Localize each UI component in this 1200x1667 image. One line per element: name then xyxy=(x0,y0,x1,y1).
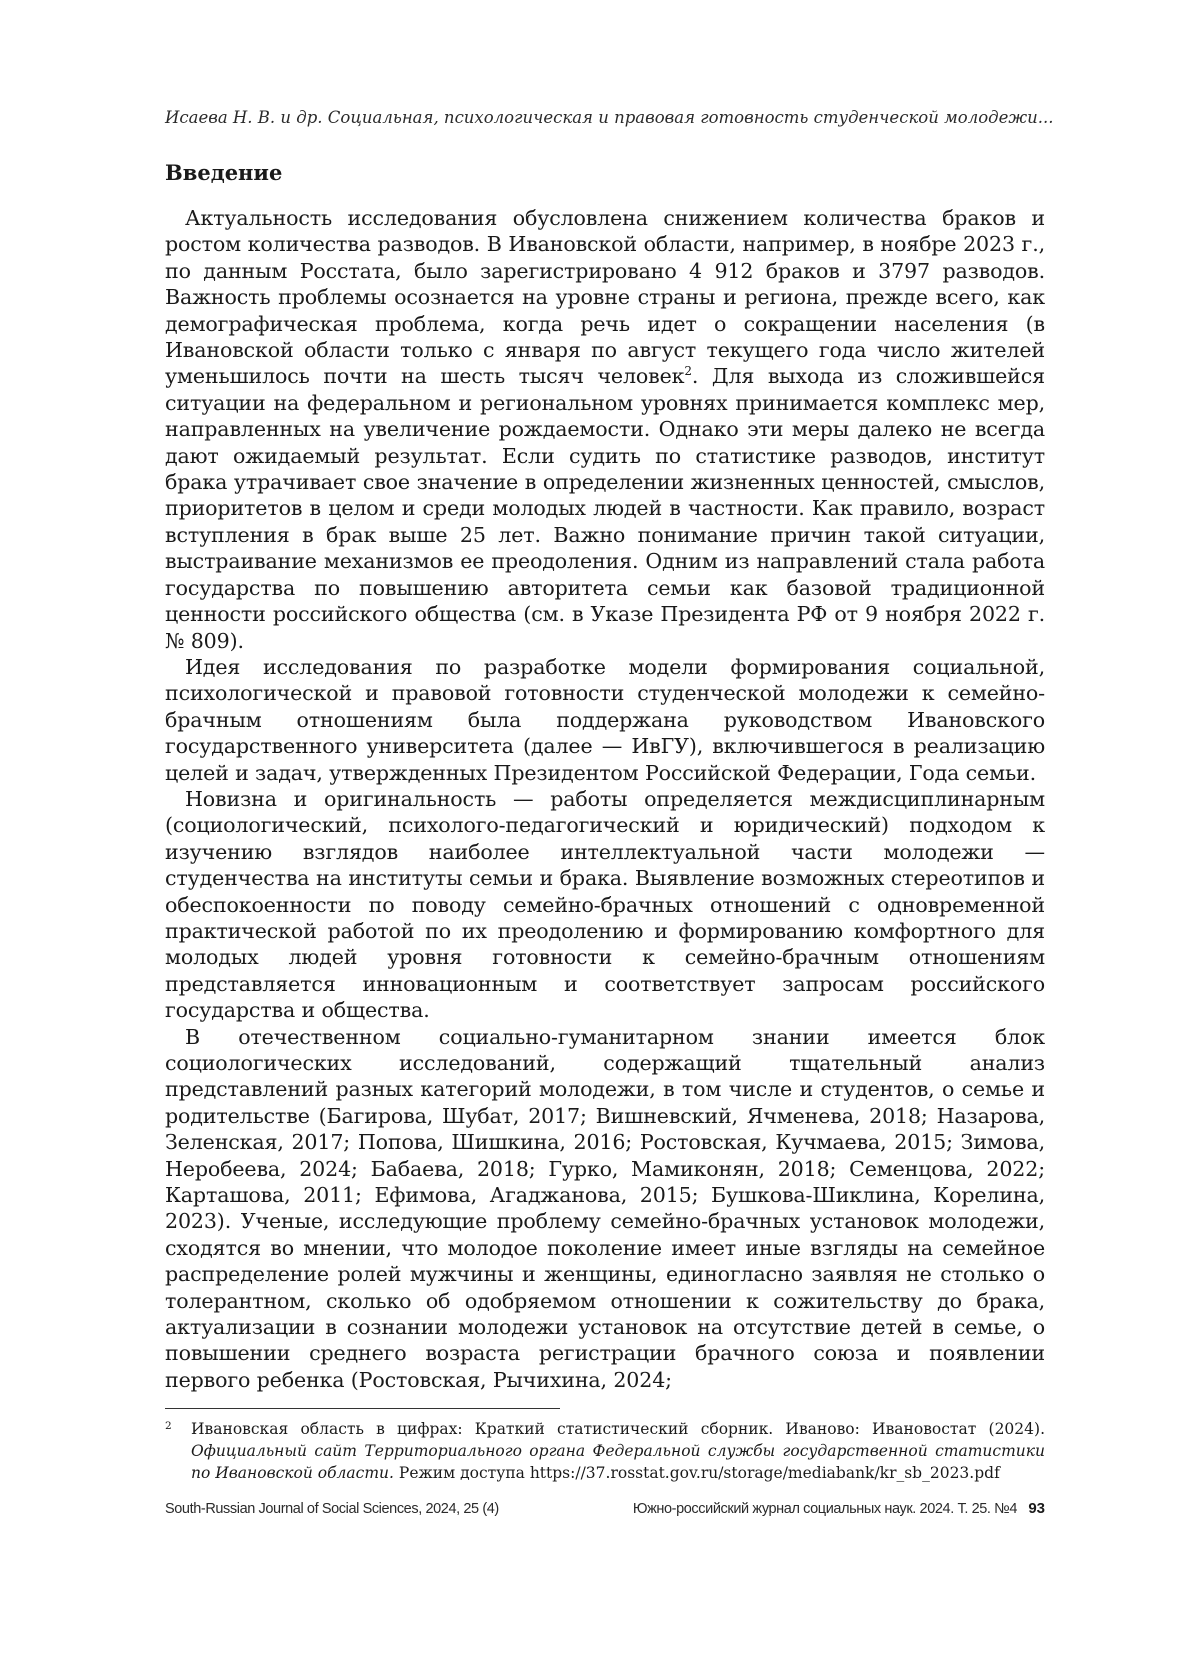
paragraph-1-text-a: Актуальность исследования обусловлена снижением количества браков и ростом количества разводов. В Ивановской области, например, в ноябре 2023 г., по данным Росстата, было зарегистрировано 4 912 браков и 3797 разводов. Важность проблемы осознается на уровне страны и региона, прежде всего, как демографическая проблема, когда речь идет о сокращении населения (в Ивановской области только с января по август текущего года число жителей уменьшилось почти на шесть тысяч человек xyxy=(165,206,1045,389)
footnote xyxy=(165,1418,1045,1484)
body-text xyxy=(165,205,1045,1393)
page-number: 93 xyxy=(1028,1500,1045,1517)
footnote-link[interactable]: Режим доступа https://37.rosstat.gov.ru/storage/mediabank/kr_sb_2023.pdf xyxy=(398,1464,1000,1482)
footer-journal-en: South-Russian Journal of Social Sciences, 2024, 25 (4) xyxy=(165,1501,499,1517)
footnote-text xyxy=(191,1418,1045,1484)
footnote-number: 2 xyxy=(165,1420,172,1432)
footnote-text-italic: Официальный сайт Территориального органа Федеральной службы государственной статистики по Ивановской области. xyxy=(191,1442,1045,1482)
running-head: Исаева Н. В. и др. Социальная, психологическая и правовая готовность студенческой молодежи... xyxy=(165,108,1054,127)
section-heading: Введение xyxy=(165,160,283,185)
footnote-ref[interactable]: 2 xyxy=(684,364,692,379)
paragraph-1 xyxy=(165,205,1045,654)
paragraph-3: Новизна и оригинальность — работы определяется междисциплинарным (социологический, психолого-педагогический и юридический) подходом к изучению взглядов наиболее интеллектуальной части молодежи — студенчества на институты семьи и брака. Выявление возможных стереотипов и обеспокоенности по поводу семейно-брачных отношений с одновременной практической работой по их преодолению и формированию комфортного для молодых людей уровня готовности к семейно-брачным отношениям представляется инновационным и соответствует запросам российского государства и общества. xyxy=(165,786,1045,1023)
footer-journal-ru: Южно-российский журнал социальных наук. 2024. Т. 25. №4 xyxy=(632,1501,1017,1517)
footnote-text-plain: Ивановская область в цифрах: Краткий статистический сборник. Иваново: Ивановостат (2024). xyxy=(191,1420,1045,1438)
paragraph-1-text-b: . Для выхода из сложившейся ситуации на федеральном и региональном уровнях принимается комплекс мер, направленных на увеличение рождаемости. Однако эти меры далеко не всегда дают ожидаемый результат. Если судить по статистике разводов, институт брака утрачивает свое значение в определении жизненных ценностей, смыслов, приоритетов в целом и среди молодых людей в частности. Как правило, возраст вступления в брак выше 25 лет. Важно понимание причин такой ситуации, выстраивание механизмов ее преодоления. Одним из направлений стала работа государства по повышению авторитета семьи как базовой традиционной ценности российского общества (см. в Указе Президента РФ от 9 ноября 2022 г. № 809). xyxy=(165,364,1045,653)
footnote-divider xyxy=(165,1408,560,1409)
paragraph-4: В отечественном социально-гуманитарном знании имеется блок социологических исследований, содержащий тщательный анализ представлений разных категорий молодежи, в том числе и студентов, о семье и родительстве (Багирова, Шубат, 2017; Вишневский, Ячменева, 2018; Назарова, Зеленская, 2017; Попова, Шишкина, 2016; Ростовская, Кучмаева, 2015; Зимова, Неробеева, 2024; Бабаева, 2018; Гурко, Мамиконян, 2018; Семенцова, 2022; Карташова, 2011; Ефимова, Агаджанова, 2015; Бушкова-Шиклина, Корелина, 2023). Ученые, исследующие проблему семейно-брачных установок молодежи, сходятся во мнении, что молодое поколение имеет иные взгляды на семейное распределение ролей мужчины и женщины, единогласно заявляя не столько о толерантном, сколько об одобряемом отношении к сожительству до брака, актуализации в сознании молодежи установок на отсутствие детей в семье, о повышении среднего возраста регистрации брачного союза и появлении первого ребенка (Ростовская, Рычихина, 2024; xyxy=(165,1024,1045,1392)
paragraph-2: Идея исследования по разработке модели формирования социальной, психологической и правовой готовности студенческой молодежи к семейно-брачным отношениям была поддержана руководством Ивановского государственного университета (далее — ИвГУ), включившегося в реализацию целей и задач, утвержденных Президентом Российской Федерации, Года семьи. xyxy=(165,654,1045,785)
